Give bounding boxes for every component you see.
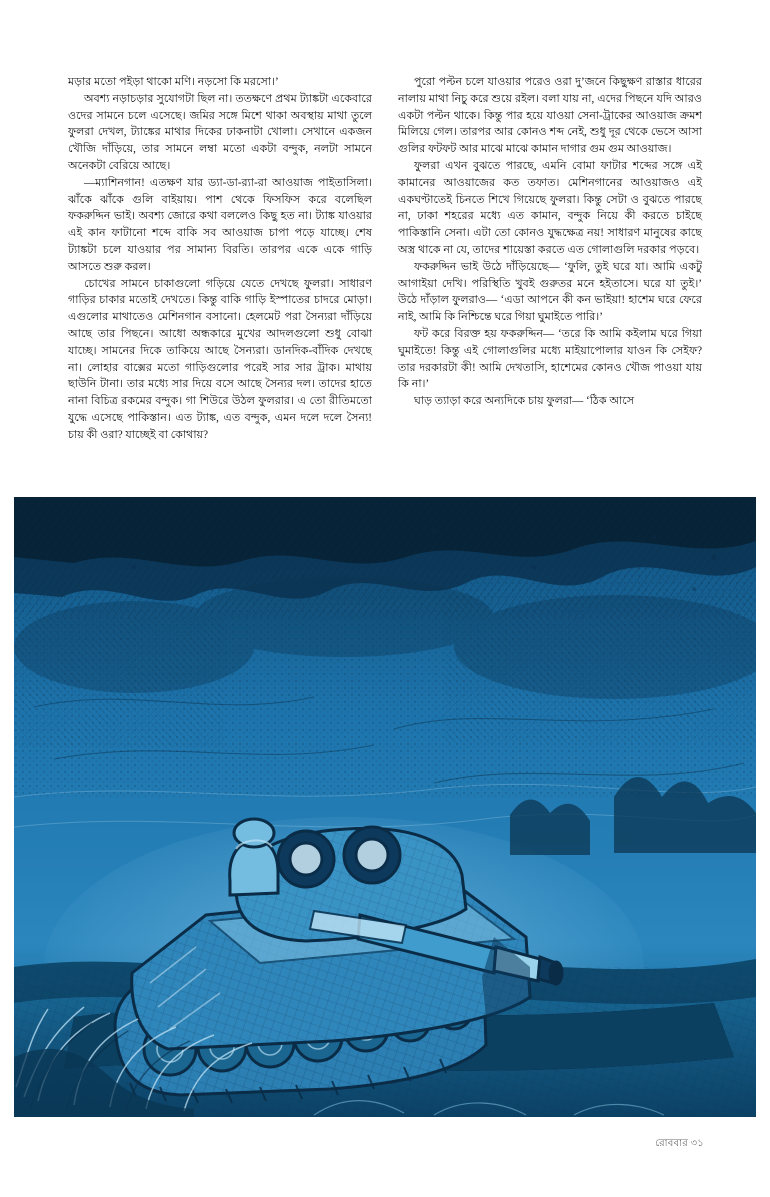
- paragraph: ঘাড় ত্যাড়া করে অন্যদিকে চায় ফুলরা— ‘ঠিক আসে: [414, 395, 635, 408]
- paragraph: ফট করে বিরক্ত হয় ফকরুদ্দিন— ‘তরে কি আমি কইলাম ঘরে গিয়া ঘুমাইতে! কিন্তু এই গোলাগুলির মধ্যে মাইয়াপোলার যাওন কি সেইফ? তার দরকারটা কী! আমি দেখতাসি, হাশেমের কোনও খৌজ পাওয়া যায় কি না।’: [398, 327, 702, 391]
- left-column: [68, 74, 372, 444]
- tank-night-illustration: [14, 497, 756, 1117]
- paragraph: —ম্যাশিনগান! এতক্ষণ যার ড্যা-ডা-র‍্যা-রা আওয়াজ পাইতাসিলা। ঝাঁকে ঝাঁকে গুলি বাইয়ায়। পাশ থেকে ফিসফিস করে বলেছিল ফকরুদ্দিন ভাই। অবশ্য জোরে কথা বললেও কিছু হত না। ট্যাঙ্ক যাওয়ার এই কান ফাটানো শব্দে বাকি সব আওয়াজ চাপা পড়ে যাচ্ছে। শেষ ট্যাঙ্কটা চলে যাওয়ার পর সামান্য বিরতি। তারপর একে একে গাড়ি আসতে শুরু করল।: [68, 176, 372, 273]
- paragraph: মড়ার মতো পইড়া থাকো মণি। নড়সো কি মরসো।’: [68, 76, 279, 88]
- paragraph: ফকরুদ্দিন ভাই উঠে দাঁড়িয়েছে— ‘ফুলি, তুই ঘরে যা। আমি একটু আগাইয়া দেখি। পরিস্থিতি খুবই গুরুতর মনে হইতাসে। ঘরে যা তুই।’ উঠে দাঁড়াল ফুলরাও— ‘এডা আপনে কী কন ভাইয়া! হাশেম ঘরে ফেরে নাই, আমি কি নিশ্চিন্তে ঘরে গিয়া ঘুমাইতে পারি।’: [398, 260, 702, 324]
- paragraph: চোখের সামনে চাকাগুলো গড়িয়ে যেতে দেখছে ফুলরা। সাধারণ গাড়ির চাকার মতোই দেখতে। কিন্তু বাকি গাড়ি ইস্পাতের চাদরে মোড়া। এগুলোর মাথাতেও মেশিনগান বসানো। হেলমেট পরা সৈন্যরা দাঁড়িয়ে আছে তার পিছনে। আধো অন্ধকারে মুখের আদলগুলো শুধু বোঝা যাচ্ছে। সামনের দিকে তাকিয়ে আছে সৈন্যরা। ডানদিক-বাঁদিক দেখছে না। লোহার বাক্সের মতো গাড়িগুলোর পরেই সার সার ট্রাক। মাথায় ছাউনি টানা। তার মধ্যে সার দিয়ে বসে আছে সৈন্যর দল। তাদের হাতে নানা বিচিত্র রকমের বন্দুক। গা শিউরে উঠল ফুলরার। এ তো রীতিমতো যুদ্ধে এসেছে পাকিস্তান। এত ট্যাঙ্ক, এত বন্দুক, এমন দলে দলে সৈন্য! চায় কী ওরা? যাচ্ছেই বা কোথায়?: [68, 277, 372, 441]
- page-number: রোববার ৩১: [655, 1138, 704, 1149]
- paragraph: ফুলরা এখন বুঝতে পারছে, এমনি বোমা ফাটার শব্দের সঙ্গে এই কামানের আওয়াজের কত তফাত। মেশিনগানের আওয়াজও এই একঘণ্টাতেই চিনতে শিখে গিয়েছে ফুলরা। কিন্তু সেটা ও বুঝতে পারছে না, ঢাকা শহরের মধ্যে এত কামান, বন্দুক নিয়ে কী করতে চাইছে পাকিস্তানি সেনা। এটা তো কোনও যুদ্ধক্ষেত্র নয়! সাধারণ মানুষের কাছে অস্ত্র থাকে না যে, তাদের শায়েস্তা করতে এত গোলাগুলি দরকার পড়বে।: [398, 159, 702, 256]
- right-column: [398, 74, 702, 444]
- paragraph: অবশ্য নড়াচড়ার সুযোগটা ছিল না। ততক্ষণে প্রথম ট্যাঙ্কটা একেবারে ওদের সামনে চলে এসেছে। জমির সঙ্গে মিশে থাকা অবস্থায় মাথা তুলে ফুলরা দেখল, ট্যাঙ্কের মাথার দিকের ঢাকনাটা খোলা। সেখানে একজন খৌজি দাঁড়িয়ে, তার সামনে লম্বা মতো একটা বন্দুক, নলটা সামনে অনেকটা বেরিয়ে আছে।: [68, 92, 372, 172]
- two-column-text: [68, 74, 702, 444]
- paragraph: পুরো পল্টন চলে যাওয়ার পরেও ওরা দু’জনে কিছুক্ষণ রাস্তার ধারের নালায় মাথা নিচু করে শুয়ে রইল। বলা যায় না, এদের পিছনে যদি আরও একটা পল্টন থাকে। কিন্তু পার হয়ে যাওয়া সেনা-ট্রাকের আওয়াজ ক্রমশ মিলিয়ে গেল। তারপর আর কোনও শব্দ নেই, শুধু দূর থেকে ভেসে আসা গুলির ফটফট আর মাঝে মাঝে কামান দাগার গুম গুম আওয়াজ।: [398, 76, 702, 156]
